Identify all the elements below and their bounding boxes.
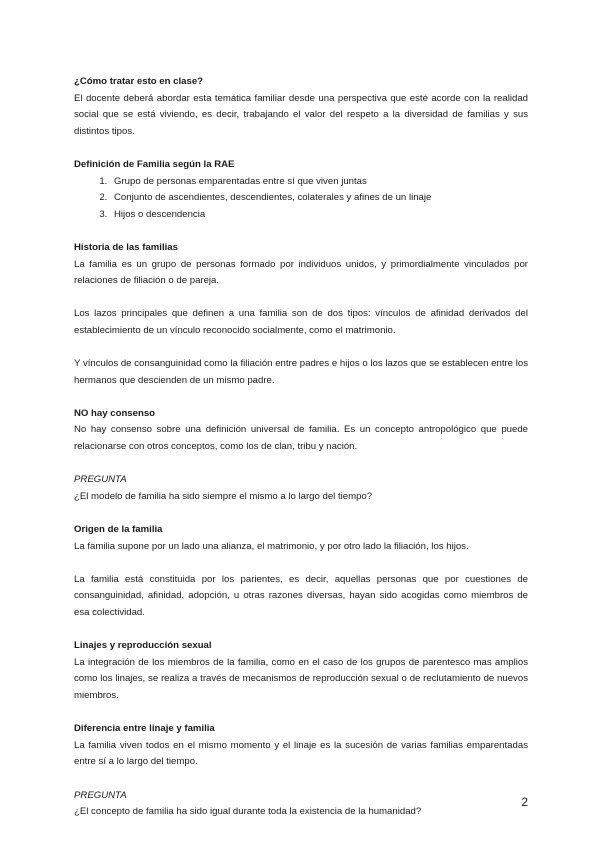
history-paragraph-1: La familia es un grupo de personas formado por individuos unidos, y primordialmente vinculados por relaciones de filiación o de pareja. [74, 258, 528, 287]
page-number: 2 [521, 795, 528, 809]
section-heading-difference: Diferencia entre linaje y familia [74, 723, 215, 735]
section-heading-lineages: Linajes y reproducción sexual [74, 640, 212, 652]
origin-paragraph-2: La familia está constituida por los parientes, es decir, aquellas personas que por cuestiones de consanguinidad, afinidad, adopción, u otras razones diversas, hayan sido acogidas como miembros de esa colectividad. [74, 573, 528, 618]
history-paragraph-3: Y vínculos de consanguinidad como la filiación entre padres e hijos o los lazos que se establecen entre los hermanos que descienden de un mismo padre. [74, 358, 528, 386]
document-page [74, 74, 528, 821]
list-item: 2. Conjunto de ascendientes, descendientes, colaterales y afines de un linaje [110, 190, 528, 207]
section-heading-history: Historia de las familias [74, 241, 178, 253]
section-heading-how: ¿Cómo tratar esto en clase? [74, 76, 204, 87]
rae-definition-list [74, 174, 528, 224]
section-heading-origin: Origen de la familia [74, 524, 163, 536]
section-heading-consensus: NO hay consenso [74, 407, 156, 419]
difference-paragraph: La familia viven todos en el mismo momento y el linaje es la sucesión de varias familias emparentadas entre sí a lo largo del tiempo. [74, 739, 528, 768]
section-text-how: El docente deberá abordar esta temática familiar desde una perspectiva que esté acorde con la realidad social que se está viviendo, es decir, trabajando el valor del respeto a la diversidad de familias y sus distintos tipos. [74, 92, 528, 137]
consensus-paragraph: No hay consenso sobre una definición universal de familia. Es un concepto antropológico que puede relacionarse con otros conceptos, como los de clan, tribu y nación. [74, 424, 528, 453]
question-text-1: ¿El modelo de familia ha sido siempre el mismo a lo largo del tiempo? [74, 490, 373, 502]
list-item: 3. Hijos o descendencia [110, 207, 528, 224]
list-item: 1. Grupo de personas emparentadas entre sí que viven juntas [110, 174, 528, 191]
lineages-paragraph: La integración de los miembros de la familia, como en el caso de los grupos de parentesco mas amplios como los linajes, se realiza a través de mecanismos de reproducción sexual o de reclutamiento de nuevos miembros. [74, 656, 528, 701]
question-label-1: PREGUNTA [74, 474, 127, 486]
history-paragraph-2: Los lazos principales que definen a una familia son de dos tipos: vínculos de afinidad derivados del establecimiento de un vínculo reconocido socialmente, como el matrimonio. [74, 308, 528, 336]
question-label-2: PREGUNTA [74, 789, 127, 801]
question-text-2: ¿El concepto de familia ha sido igual durante toda la existencia de la humanidad? [74, 806, 422, 818]
section-heading-rae: Definición de Familia según la RAE [74, 158, 235, 170]
origin-paragraph-1: La familia supone por un lado una alianza, el matrimonio, y por otro lado la filiación, los hijos. [74, 540, 469, 552]
